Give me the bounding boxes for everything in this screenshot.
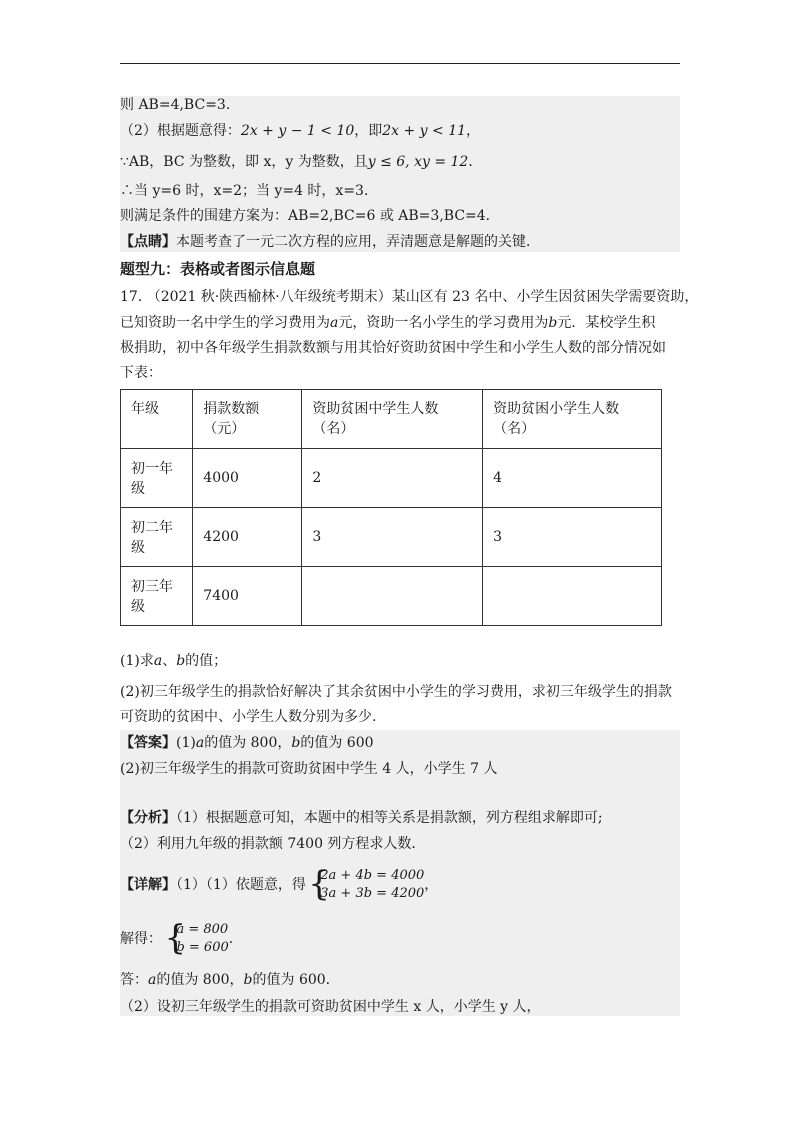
cell-primary: 3 <box>483 508 662 567</box>
cell-grade: 初二年 级 <box>121 508 193 567</box>
problem-line-3: 极捐助，初中各年级学生捐款数额与用其恰好资助贫困中学生和小学生人数的部分情况如 <box>120 340 666 356</box>
solution-system: { a = 800 b = 600 <box>166 921 228 957</box>
detail-part-2: （2）设初三年级学生的捐款可资助贫困中学生 x 人，小学生 y 人， <box>120 999 541 1015</box>
cell-amount: 4000 <box>193 449 302 508</box>
detail-answer-line: 答：a的值为 800，b的值为 600. <box>120 972 331 988</box>
detail-system-line: 【详解】（1）（1）依题意，得 { 2a + 4b = 4000 3a + 3b = 4200 ， <box>120 864 438 906</box>
section-heading: 题型九：表格或者图示信息题 <box>120 260 316 278</box>
question-2-line-1: (2)初三年级学生的捐款恰好解决了其余贫困中小学生的学习费用，求初三年级学生的捐款 <box>120 684 672 700</box>
donation-table <box>120 389 662 626</box>
cell-amount: 7400 <box>193 567 302 626</box>
solution-line-3: ∵AB，BC 为整数，即 x，y 为整数，且y ≤ 6, xy = 12． <box>120 154 483 170</box>
problem-line-1: 17. （2021 秋·陕西榆林·八年级统考期末）某山区有 23 名中、小学生因贫困失学需要资助， <box>120 289 699 305</box>
solution-line-1: 则 AB=4,BC=3. <box>120 97 231 113</box>
answer-line-1: 【答案】(1)a的值为 800，b的值为 600 <box>120 735 374 751</box>
header-rule <box>120 63 680 64</box>
cell-middle <box>302 567 483 626</box>
equation-system: { 2a + 4b = 4000 3a + 3b = 4200 <box>310 867 424 903</box>
solution-shaded-block <box>120 96 680 252</box>
solution-line-5: 则满足条件的围建方案为：AB=2,BC=6 或 AB=3,BC=4． <box>120 208 500 224</box>
header-primary-students: 资助贫困小学生人数 （名） <box>483 390 662 449</box>
tip-line: 【点睛】本题考查了一元二次方程的应用，弄清题意是解题的关键． <box>120 234 540 250</box>
cell-amount: 4200 <box>193 508 302 567</box>
cell-middle: 2 <box>302 449 483 508</box>
cell-primary: 4 <box>483 449 662 508</box>
cell-grade: 初一年 级 <box>121 449 193 508</box>
table-row <box>121 449 662 508</box>
cell-primary <box>483 567 662 626</box>
table-header-row <box>121 390 662 449</box>
header-grade: 年级 <box>121 390 193 449</box>
header-amount: 捐款数额 （元） <box>193 390 302 449</box>
analysis-line-2: （2）利用九年级的捐款额 7400 列方程求人数． <box>120 836 426 852</box>
header-middle-students: 资助贫困中学生人数 （名） <box>302 390 483 449</box>
solution-line-2: （2）根据题意得：2x + y − 1 < 10，即2x + y < 11， <box>120 123 481 139</box>
solution-line-4: ∴当 y=6 时，x=2；当 y=4 时，x=3． <box>120 183 378 199</box>
table-row <box>121 508 662 567</box>
question-1: (1)求a、b的值； <box>120 653 228 669</box>
table-row <box>121 567 662 626</box>
cell-middle: 3 <box>302 508 483 567</box>
problem-line-4: 下表： <box>120 365 162 381</box>
solution-system-line: 解得： { a = 800 b = 600 ． <box>120 918 243 960</box>
answer-line-2: (2)初三年级学生的捐款可资助贫困中学生 4 人，小学生 7 人 <box>120 761 498 777</box>
problem-line-2: 已知资助一名中学生的学习费用为a元，资助一名小学生的学习费用为b元．某校学生积 <box>120 315 656 331</box>
cell-grade: 初三年 级 <box>121 567 193 626</box>
analysis-line-1: 【分析】（1）根据题意可知，本题中的相等关系是捐款额，列方程组求解即可; <box>120 810 603 826</box>
question-2-line-2: 可资助的贫困中、小学生人数分别为多少. <box>120 709 377 725</box>
